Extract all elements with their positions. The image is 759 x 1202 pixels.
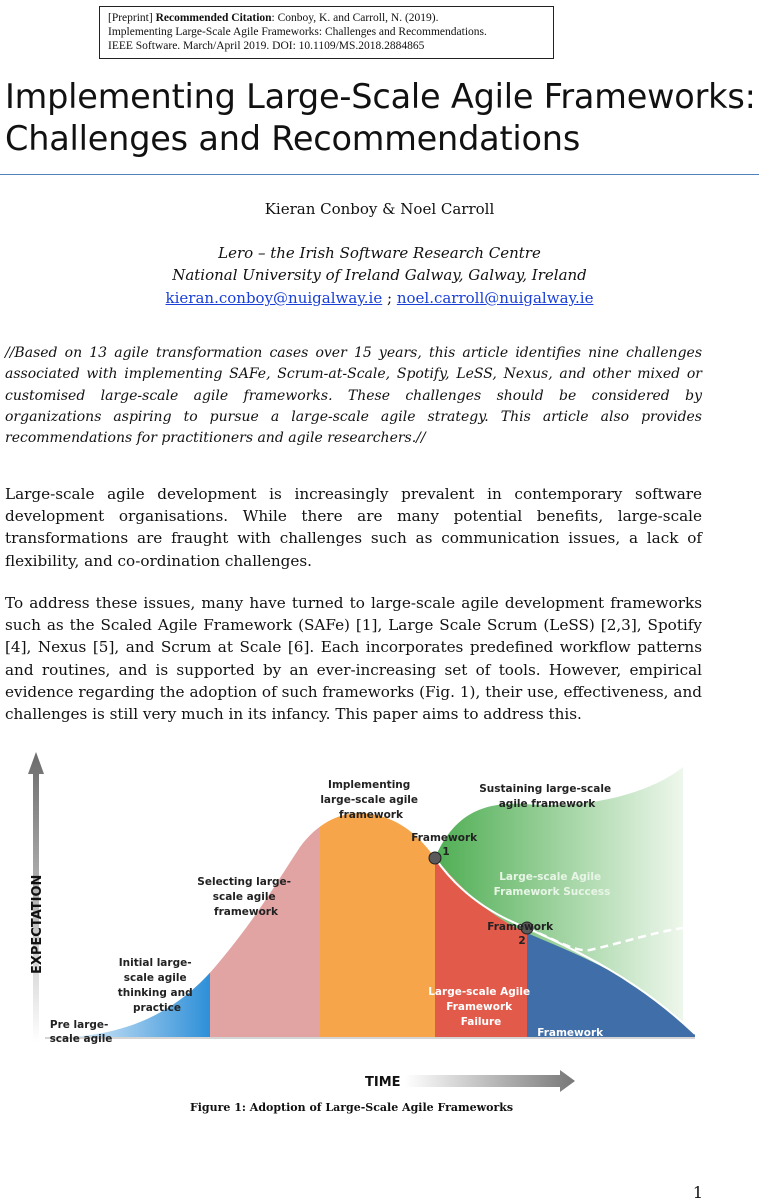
body-paragraph-2: To address these issues, many have turned to large-scale agile development frameworks such as the Scaled Agile Framework (SAFe) [1], Large Scale Scrum (LeSS) [2,3], Spotify [4], Nexus [5], and Scrum at Scale [6]. Each incorporates predefined workflow patterns and routines, and is supported by an ever-increasing set of tools. However, empirical evidence regarding the adoption of such frameworks (Fig. 1), their use, effectiveness, and challenges is still very much in its infancy. This paper aims to address this. [5,594,702,724]
author-emails [0,289,759,307]
x-axis-arrow [405,1070,575,1092]
citation-line-1: [Preprint] Recommended Citation: Conboy, K. and Carroll, N. (2019). [108,12,439,24]
label-initial: Initial large- scale agile thinking and practice [117,957,193,1014]
x-axis-label: TIME [365,1075,401,1090]
page-number: 1 [692,1183,703,1202]
label-sustaining: Sustaining large-scale agile framework [479,783,612,810]
citation-box [99,6,554,59]
figure-adoption-chart [15,752,705,1092]
label-framework-1: Framework 1 [411,832,478,858]
email-separator: ; [382,289,397,307]
email-link-conboy[interactable]: kieran.conboy@nuigalway.ie [165,289,383,307]
citation-line-2: Implementing Large-Scale Agile Frameworks: Challenges and Recommendations. [108,26,487,38]
affiliation-line-1: Lero – the Irish Software Research Centre [218,244,541,262]
title-line-1: Implementing Large-Scale Agile Frameworks: [5,77,756,116]
label-abandonment: Framework abandonment [531,1027,613,1054]
abstract: //Based on 13 agile transformation cases over 15 years, this article identifies nine challenges associated with implementing SAFe, Scrum-at-Scale, Spotify, LeSS, Nexus, and other mixed or customised large-scale agile frameworks. These challenges should be considered by organizations aspiring to pursue a large-scale agile strategy. This article also provides recommendations for practitioners and agile researchers.// [5,345,702,447]
title-rule [0,174,759,175]
label-success: Large-scale Agile Framework Success [493,871,611,898]
label-failure: Large-scale Agile Framework Failure [428,986,531,1028]
label-pre: Pre large- scale agile [49,1019,113,1045]
citation-line-3: IEEE Software. March/April 2019. DOI: 10.1109/MS.2018.2884865 [108,40,425,52]
affiliation-line-2: National University of Ireland Galway, Galway, Ireland [172,266,587,284]
paper-title [5,76,759,160]
figure-caption: Figure 1: Adoption of Large-Scale Agile Frameworks [189,1101,514,1114]
title-line-2: Challenges and Recommendations [5,119,581,158]
framework-1-point [429,852,441,864]
label-implementing: Implementing large-scale agile framework [320,779,419,821]
label-selecting: Selecting large- scale agile framework [197,876,292,918]
body-paragraph-1: Large-scale agile development is increasingly prevalent in contemporary software development organisations. While there are many potential benefits, large-scale transformations are fraught with challenges such as communication issues, a lack of flexibility, and co-ordination challenges. [5,485,702,570]
authors: Kieran Conboy & Noel Carroll [264,200,495,218]
label-framework-2: Framework 2 [487,921,554,947]
y-axis-label: EXPECTATION [30,874,45,974]
email-link-carroll[interactable]: noel.carroll@nuigalway.ie [396,289,594,307]
